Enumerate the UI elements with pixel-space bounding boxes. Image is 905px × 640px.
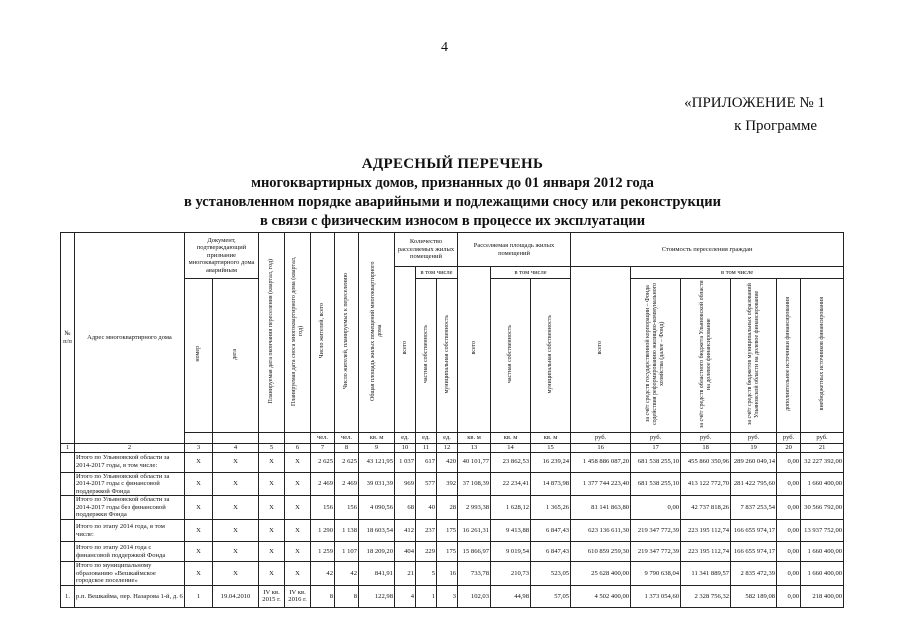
table-row <box>61 472 844 496</box>
title-line-3: в установленном порядке аварийными и подлежащими сносу или реконструкции <box>184 194 721 210</box>
row-cell: 57,05 <box>531 585 571 607</box>
header-cost-fund <box>631 279 681 433</box>
row-cell: 175 <box>437 520 458 542</box>
units-empty <box>259 432 285 443</box>
header-cost-nonbudget-text: внебюджетных источников финансирования <box>818 297 825 411</box>
row-cell: 102,03 <box>458 585 491 607</box>
row-cell: Х <box>213 452 259 472</box>
row-cell: 412 <box>395 520 416 542</box>
header-rooms-private <box>416 279 437 433</box>
table-row <box>61 520 844 542</box>
column-number-cell: 10 <box>395 443 416 452</box>
row-cell: 841,91 <box>359 562 395 586</box>
column-number-cell: 14 <box>491 443 531 452</box>
header-document: Документ, подтверждающий признание многоквартирного дома аварийным <box>185 233 259 279</box>
header-area-private <box>491 279 531 433</box>
header-area-including: в том числе <box>491 267 571 279</box>
row-cell: 0,00 <box>631 496 681 520</box>
row-cell: 577 <box>416 472 437 496</box>
row-address: Итого по Ульяновской области за 2014-2017 годы без финансовой поддержки Фонда <box>75 496 185 520</box>
column-number-cell: 2 <box>75 443 185 452</box>
row-cell: 0,00 <box>777 585 801 607</box>
units-empty <box>285 432 311 443</box>
row-cell: 1 290 <box>311 520 335 542</box>
header-area-total <box>458 267 491 433</box>
row-cell: Х <box>259 452 285 472</box>
row-cell: Х <box>285 452 311 472</box>
header-area-total-text: всего <box>470 341 477 355</box>
row-cell: Х <box>213 562 259 586</box>
page-number: 4 <box>441 40 448 55</box>
row-cell: IV кв. 2016 г. <box>285 585 311 607</box>
header-cost-extra-text: дополнительное источники финансирования <box>785 296 792 412</box>
row-cell: 6 847,43 <box>531 542 571 562</box>
unit-cell: руб. <box>681 432 731 443</box>
row-cell: 37 108,39 <box>458 472 491 496</box>
row-cell: 0,00 <box>777 542 801 562</box>
row-cell: 1 365,26 <box>531 496 571 520</box>
row-cell: 1 373 054,60 <box>631 585 681 607</box>
row-cell: 175 <box>437 542 458 562</box>
header-cost-total-text: всего <box>597 341 604 355</box>
row-cell: 1 <box>185 585 213 607</box>
header-cost: Стоимость переселения граждан <box>571 233 844 267</box>
header-area-municipal <box>531 279 571 433</box>
appendix-title: «ПРИЛОЖЕНИЕ № 1 <box>684 95 825 111</box>
row-cell: 5 <box>416 562 437 586</box>
row-cell: 4 502 400,00 <box>571 585 631 607</box>
row-cell: 2 625 <box>311 452 335 472</box>
unit-cell: ед. <box>416 432 437 443</box>
row-cell: 18 603,54 <box>359 520 395 542</box>
header-rooms-private-text: частная собственность <box>422 324 429 384</box>
appendix-subtitle: к Программе <box>734 118 817 134</box>
row-cell: 15 866,97 <box>458 542 491 562</box>
table-row <box>61 496 844 520</box>
header-area-private-text: частная собственность <box>507 324 514 384</box>
row-cell: 40 <box>416 496 437 520</box>
column-number-cell: 12 <box>437 443 458 452</box>
row-cell: 1 <box>416 585 437 607</box>
row-cell: 43 121,95 <box>359 452 395 472</box>
row-cell: 733,78 <box>458 562 491 586</box>
row-cell: 1 628,12 <box>491 496 531 520</box>
row-cell: 166 655 974,17 <box>731 520 777 542</box>
row-cell: 4 090,56 <box>359 496 395 520</box>
row-cell: 8 <box>335 585 359 607</box>
row-cell: 13 937 752,00 <box>801 520 844 542</box>
table-body <box>61 452 844 607</box>
column-number-cell: 7 <box>311 443 335 452</box>
row-cell: 0,00 <box>777 452 801 472</box>
row-cell: 455 860 350,96 <box>681 452 731 472</box>
header-rooms-municipal-text: муниципальная собственность <box>443 314 450 394</box>
row-cell: 1 259 <box>311 542 335 562</box>
row-cell: Х <box>213 542 259 562</box>
row-cell: 16 261,31 <box>458 520 491 542</box>
row-cell: 237 <box>416 520 437 542</box>
table-row <box>61 562 844 586</box>
header-row-1 <box>61 233 844 267</box>
header-planned-demolition-text: Планируемая дата сноса многоквартирного дома (квартал, год) <box>290 256 304 406</box>
row-cell: 392 <box>437 472 458 496</box>
header-residents-planned <box>335 233 359 433</box>
row-cell: 617 <box>416 452 437 472</box>
row-cell: IV кв. 2015 г. <box>259 585 285 607</box>
header-doc-date <box>213 279 259 433</box>
column-numbers-row <box>61 443 844 452</box>
column-number-cell: 16 <box>571 443 631 452</box>
row-cell: 42 <box>311 562 335 586</box>
header-cost-extra <box>777 279 801 433</box>
row-cell: Х <box>285 542 311 562</box>
header-rooms-including: в том числе <box>416 267 458 279</box>
header-cost-nonbudget <box>801 279 844 433</box>
document-title <box>0 155 905 231</box>
row-cell: 623 136 611,30 <box>571 520 631 542</box>
row-cell: 1 660 400,00 <box>801 542 844 562</box>
column-number-cell: 18 <box>681 443 731 452</box>
row-cell: Х <box>259 472 285 496</box>
header-doc-date-text: дата <box>232 348 238 360</box>
row-cell: 30 566 792,00 <box>801 496 844 520</box>
row-cell: 404 <box>395 542 416 562</box>
unit-cell: кв. м <box>359 432 395 443</box>
row-cell: 229 <box>416 542 437 562</box>
row-cell: 18 209,20 <box>359 542 395 562</box>
row-cell: 420 <box>437 452 458 472</box>
row-cell: 681 538 255,10 <box>631 472 681 496</box>
header-num: № п/п <box>61 233 75 444</box>
row-cell: 2 469 <box>335 472 359 496</box>
row-cell: 44,98 <box>491 585 531 607</box>
header-residents-text: Число жителей, всего <box>319 303 326 359</box>
row-cell: 28 <box>437 496 458 520</box>
row-cell: 2 469 <box>311 472 335 496</box>
row-number <box>61 452 75 472</box>
row-cell: 523,05 <box>531 562 571 586</box>
header-cost-region <box>681 279 731 433</box>
header-doc-number-text: номер <box>195 346 201 362</box>
row-cell: 16 239,24 <box>531 452 571 472</box>
row-cell: 6 847,43 <box>531 520 571 542</box>
unit-cell: руб. <box>777 432 801 443</box>
row-cell: 1 377 744 223,40 <box>571 472 631 496</box>
row-address: Итого по этапу 2014 года, в том числе: <box>75 520 185 542</box>
table-row <box>61 452 844 472</box>
row-number <box>61 562 75 586</box>
row-cell: Х <box>185 452 213 472</box>
row-cell: 7 837 253,54 <box>731 496 777 520</box>
header-address: Адрес многоквартирного дома <box>75 233 185 444</box>
header-rooms-total-text: всего <box>401 341 408 355</box>
title-line-2: многоквартирных домов, признанных до 01 января 2012 года <box>251 175 654 191</box>
column-number-cell: 8 <box>335 443 359 452</box>
row-cell: 0,00 <box>777 562 801 586</box>
units-empty <box>213 432 259 443</box>
row-cell: 2 625 <box>335 452 359 472</box>
row-cell: 2 835 472,39 <box>731 562 777 586</box>
row-cell: 1 660 400,00 <box>801 562 844 586</box>
appendix-heading <box>684 92 825 138</box>
row-cell: Х <box>285 562 311 586</box>
unit-cell: кв. м <box>531 432 571 443</box>
header-planned-end <box>259 233 285 433</box>
row-cell: 1 138 <box>335 520 359 542</box>
row-cell: 1 660 400,00 <box>801 472 844 496</box>
row-address: Итого по муниципальному образованию «Вешкаймское городское поселение» <box>75 562 185 586</box>
row-address: Итого по этапу 2014 года с финансовой поддержкой Фонда <box>75 542 185 562</box>
header-rooms-municipal <box>437 279 458 433</box>
header-cost-region-text: за счёт средств областного бюджета Ульяновской области на долевое финансирование <box>698 280 712 428</box>
row-cell: 582 189,08 <box>731 585 777 607</box>
unit-cell: руб. <box>631 432 681 443</box>
unit-cell: чел. <box>311 432 335 443</box>
row-cell: Х <box>213 496 259 520</box>
header-rooms-area: Расселяемая площадь жилых помещений <box>458 233 571 267</box>
table-row <box>61 585 844 607</box>
units-empty <box>185 432 213 443</box>
header-residents-planned-text: Число жителей, планируемых к переселению <box>343 273 350 389</box>
row-cell: 11 341 889,57 <box>681 562 731 586</box>
unit-cell: ед. <box>437 432 458 443</box>
row-cell: 8 <box>311 585 335 607</box>
row-cell: 681 538 255,10 <box>631 452 681 472</box>
header-cost-total <box>571 267 631 433</box>
row-cell: 1 458 886 087,20 <box>571 452 631 472</box>
header-rooms-count: Количество расселяемых жилых помещений <box>395 233 458 267</box>
address-list-table <box>60 232 844 608</box>
unit-cell: кв. м <box>458 432 491 443</box>
row-cell: 39 031,39 <box>359 472 395 496</box>
row-cell: 289 260 049,14 <box>731 452 777 472</box>
row-cell: 22 234,41 <box>491 472 531 496</box>
row-cell: 23 862,53 <box>491 452 531 472</box>
row-cell: 610 859 259,30 <box>571 542 631 562</box>
row-cell: 4 <box>395 585 416 607</box>
column-number-cell: 13 <box>458 443 491 452</box>
row-cell: 9 019,54 <box>491 542 531 562</box>
row-cell: 25 628 400,00 <box>571 562 631 586</box>
row-cell: 1 037 <box>395 452 416 472</box>
row-cell: 969 <box>395 472 416 496</box>
header-planned-demolition <box>285 233 311 433</box>
column-number-cell: 3 <box>185 443 213 452</box>
row-cell: 2 328 756,32 <box>681 585 731 607</box>
row-number <box>61 542 75 562</box>
row-cell: 219 347 772,39 <box>631 520 681 542</box>
column-number-cell: 6 <box>285 443 311 452</box>
title-line-4: в связи с физическим износом в процессе их эксплуатации <box>259 213 646 229</box>
header-area-municipal-text: муниципальная собственность <box>547 314 554 394</box>
row-cell: 413 122 772,70 <box>681 472 731 496</box>
column-number-cell: 4 <box>213 443 259 452</box>
row-cell: 14 873,98 <box>531 472 571 496</box>
row-cell: Х <box>185 520 213 542</box>
header-rooms-total <box>395 267 416 433</box>
row-cell: 32 227 392,00 <box>801 452 844 472</box>
column-number-cell: 19 <box>731 443 777 452</box>
row-address: Итого по Ульяновской области за 2014-2017 годы с финансовой поддержкой Фонда <box>75 472 185 496</box>
unit-cell: кв. м <box>491 432 531 443</box>
row-cell: 122,98 <box>359 585 395 607</box>
column-number-cell: 20 <box>777 443 801 452</box>
row-cell: 166 655 974,17 <box>731 542 777 562</box>
unit-cell: руб. <box>571 432 631 443</box>
row-cell: 223 195 112,74 <box>681 520 731 542</box>
column-number-cell: 5 <box>259 443 285 452</box>
row-cell: Х <box>213 520 259 542</box>
row-cell: 1 107 <box>335 542 359 562</box>
row-cell: 218 400,00 <box>801 585 844 607</box>
row-cell: 281 422 795,60 <box>731 472 777 496</box>
row-cell: Х <box>259 562 285 586</box>
row-cell: 9 413,88 <box>491 520 531 542</box>
row-cell: Х <box>285 496 311 520</box>
row-number <box>61 496 75 520</box>
header-total-area <box>359 233 395 433</box>
row-cell: 21 <box>395 562 416 586</box>
row-address: Итого по Ульяновской области за 2014-2017 годы, в том числе: <box>75 452 185 472</box>
header-cost-fund-text: за счёт средств государственной корпорации – Фонда содействия реформированию жилищно-коммунального хозяйства (далее – Фонд) <box>645 282 666 426</box>
column-number-cell: 21 <box>801 443 844 452</box>
row-number <box>61 520 75 542</box>
row-cell: 42 737 818,26 <box>681 496 731 520</box>
row-number <box>61 472 75 496</box>
row-cell: 0,00 <box>777 520 801 542</box>
header-total-area-text: Общая площадь жилых помещений многоквартирного дома <box>369 261 383 401</box>
header-planned-end-text: Планируемая дата окончания переселения (квартал, год) <box>268 258 275 404</box>
row-cell: Х <box>185 472 213 496</box>
row-cell: 9 790 638,04 <box>631 562 681 586</box>
table-row <box>61 542 844 562</box>
row-cell: Х <box>285 520 311 542</box>
row-cell: 0,00 <box>777 496 801 520</box>
row-cell: Х <box>259 542 285 562</box>
row-cell: 19.04.2010 <box>213 585 259 607</box>
row-cell: 210,73 <box>491 562 531 586</box>
row-cell: 42 <box>335 562 359 586</box>
row-cell: Х <box>185 562 213 586</box>
row-cell: 0,00 <box>777 472 801 496</box>
row-cell: Х <box>213 472 259 496</box>
row-cell: 2 993,38 <box>458 496 491 520</box>
unit-cell: ед. <box>395 432 416 443</box>
row-cell: Х <box>259 520 285 542</box>
column-number-cell: 11 <box>416 443 437 452</box>
header-cost-including: в том числе <box>631 267 844 279</box>
row-cell: Х <box>285 472 311 496</box>
column-number-cell: 17 <box>631 443 681 452</box>
title-line-1: АДРЕСНЫЙ ПЕРЕЧЕНЬ <box>361 156 544 172</box>
header-doc-number <box>185 279 213 433</box>
row-cell: 16 <box>437 562 458 586</box>
row-cell: 156 <box>311 496 335 520</box>
row-cell: 3 <box>437 585 458 607</box>
row-cell: 68 <box>395 496 416 520</box>
row-cell: Х <box>185 496 213 520</box>
unit-cell: руб. <box>801 432 844 443</box>
column-number-cell: 15 <box>531 443 571 452</box>
row-cell: 223 195 112,74 <box>681 542 731 562</box>
column-number-cell: 1 <box>61 443 75 452</box>
row-cell: 219 347 772,39 <box>631 542 681 562</box>
row-cell: 81 141 863,80 <box>571 496 631 520</box>
header-cost-local <box>731 279 777 433</box>
column-number-cell: 9 <box>359 443 395 452</box>
unit-cell: чел. <box>335 432 359 443</box>
row-cell: 156 <box>335 496 359 520</box>
header-cost-local-text: за счёт средств бюджетов муниципальных образований Ульяновской области на долевое финансирование <box>746 283 760 425</box>
row-number: 1. <box>61 585 75 607</box>
row-cell: Х <box>185 542 213 562</box>
unit-cell: руб. <box>731 432 777 443</box>
header-residents <box>311 233 335 433</box>
row-address: р.п. Вешкайма, пер. Назарова 1-й, д. 6 <box>75 585 185 607</box>
row-cell: 40 101,77 <box>458 452 491 472</box>
row-cell: Х <box>259 496 285 520</box>
